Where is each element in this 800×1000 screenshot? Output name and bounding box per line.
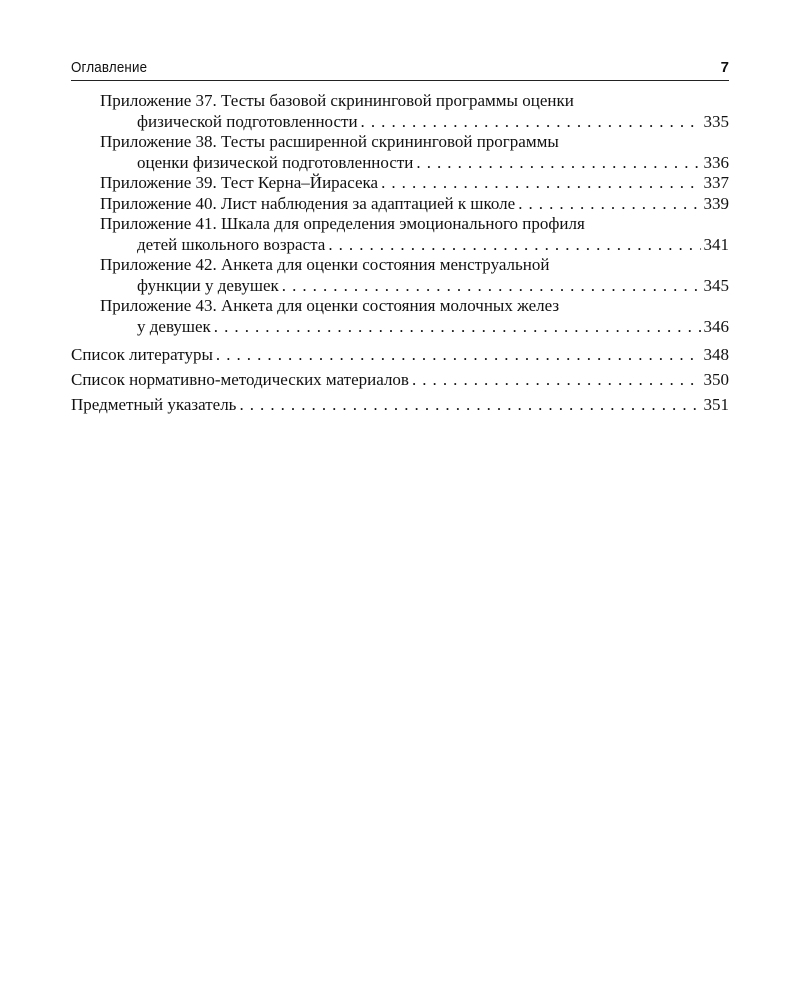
section-title: Оглавление — [71, 60, 148, 76]
toc-entry-title: Приложение 42. Анкета для оценки состояния менструальной — [100, 255, 550, 274]
toc-entry-appendix-41[interactable] — [71, 214, 729, 255]
toc-page-ref: 350 — [703, 370, 729, 389]
toc-entry-leader-line — [71, 173, 729, 194]
toc-entry-title: Приложение 37. Тесты базовой скрининговой программы оценки — [100, 91, 574, 110]
toc-entry-title: Список литературы — [71, 345, 213, 364]
toc-entry-subject-index[interactable] — [71, 392, 729, 417]
toc-entry-title-cont: у девушек — [137, 316, 211, 336]
toc-entry-leader-line — [71, 276, 729, 297]
toc-entry-appendix-39[interactable] — [71, 173, 729, 194]
toc-entry-leader-line — [71, 342, 729, 367]
dot-leader — [239, 392, 700, 417]
page-number: 7 — [720, 59, 729, 76]
toc-entry-leader-line — [71, 112, 729, 133]
dot-leader — [328, 235, 700, 256]
toc-entry-title-cont: детей школьного возраста — [137, 234, 326, 254]
toc-entry-leader-line — [71, 317, 729, 338]
toc-entry-normative-materials[interactable] — [71, 367, 729, 392]
toc-page-ref: 337 — [703, 173, 729, 192]
toc-page-ref: 339 — [703, 193, 729, 213]
toc-page-ref: 351 — [703, 395, 729, 414]
toc-page-ref: 336 — [703, 152, 729, 172]
toc-page-ref: 348 — [703, 345, 729, 364]
running-header — [71, 58, 729, 81]
dot-leader — [518, 194, 700, 215]
toc-entry-title: Приложение 40. Лист наблюдения за адаптацией к школе — [100, 193, 516, 213]
table-of-contents — [71, 91, 729, 417]
toc-entry-leader-line — [71, 392, 729, 417]
dot-leader — [216, 342, 701, 367]
toc-entry-leader-line — [71, 367, 729, 392]
toc-entry-appendix-43[interactable] — [71, 296, 729, 337]
toc-entry-leader-line — [71, 153, 729, 174]
toc-entry-title: Предметный указатель — [71, 395, 237, 414]
dot-leader — [214, 317, 701, 338]
toc-entry-title-cont: физической подготовленности — [137, 111, 358, 131]
dot-leader — [416, 153, 700, 174]
toc-entry-appendix-38[interactable] — [71, 132, 729, 173]
toc-entry-title-cont: оценки физической подготовленности — [137, 152, 414, 172]
toc-entry-title: Список нормативно-методических материалов — [71, 370, 409, 389]
toc-page-ref: 346 — [703, 316, 729, 336]
dot-leader — [412, 367, 701, 392]
toc-entry-title: Приложение 39. Тест Керна–Йирасека — [100, 173, 379, 192]
dot-leader — [361, 112, 701, 133]
toc-entry-appendix-42[interactable] — [71, 255, 729, 296]
toc-entry-title: Приложение 43. Анкета для оценки состояния молочных желез — [100, 296, 560, 315]
toc-page-ref: 345 — [703, 275, 729, 295]
toc-entry-title-cont: функции у девушек — [137, 275, 279, 295]
toc-entry-references[interactable] — [71, 342, 729, 367]
dot-leader — [282, 276, 701, 297]
toc-entry-title: Приложение 41. Шкала для определения эмоционального профиля — [100, 214, 585, 233]
toc-entry-appendix-37[interactable] — [71, 91, 729, 132]
toc-page-ref: 341 — [703, 234, 729, 254]
toc-entry-leader-line — [71, 235, 729, 256]
toc-entry-title: Приложение 38. Тесты расширенной скрининговой программы — [100, 132, 559, 151]
toc-entry-leader-line — [71, 194, 729, 215]
toc-page-ref: 335 — [703, 111, 729, 131]
dot-leader — [381, 173, 700, 194]
toc-entry-appendix-40[interactable] — [71, 194, 729, 215]
